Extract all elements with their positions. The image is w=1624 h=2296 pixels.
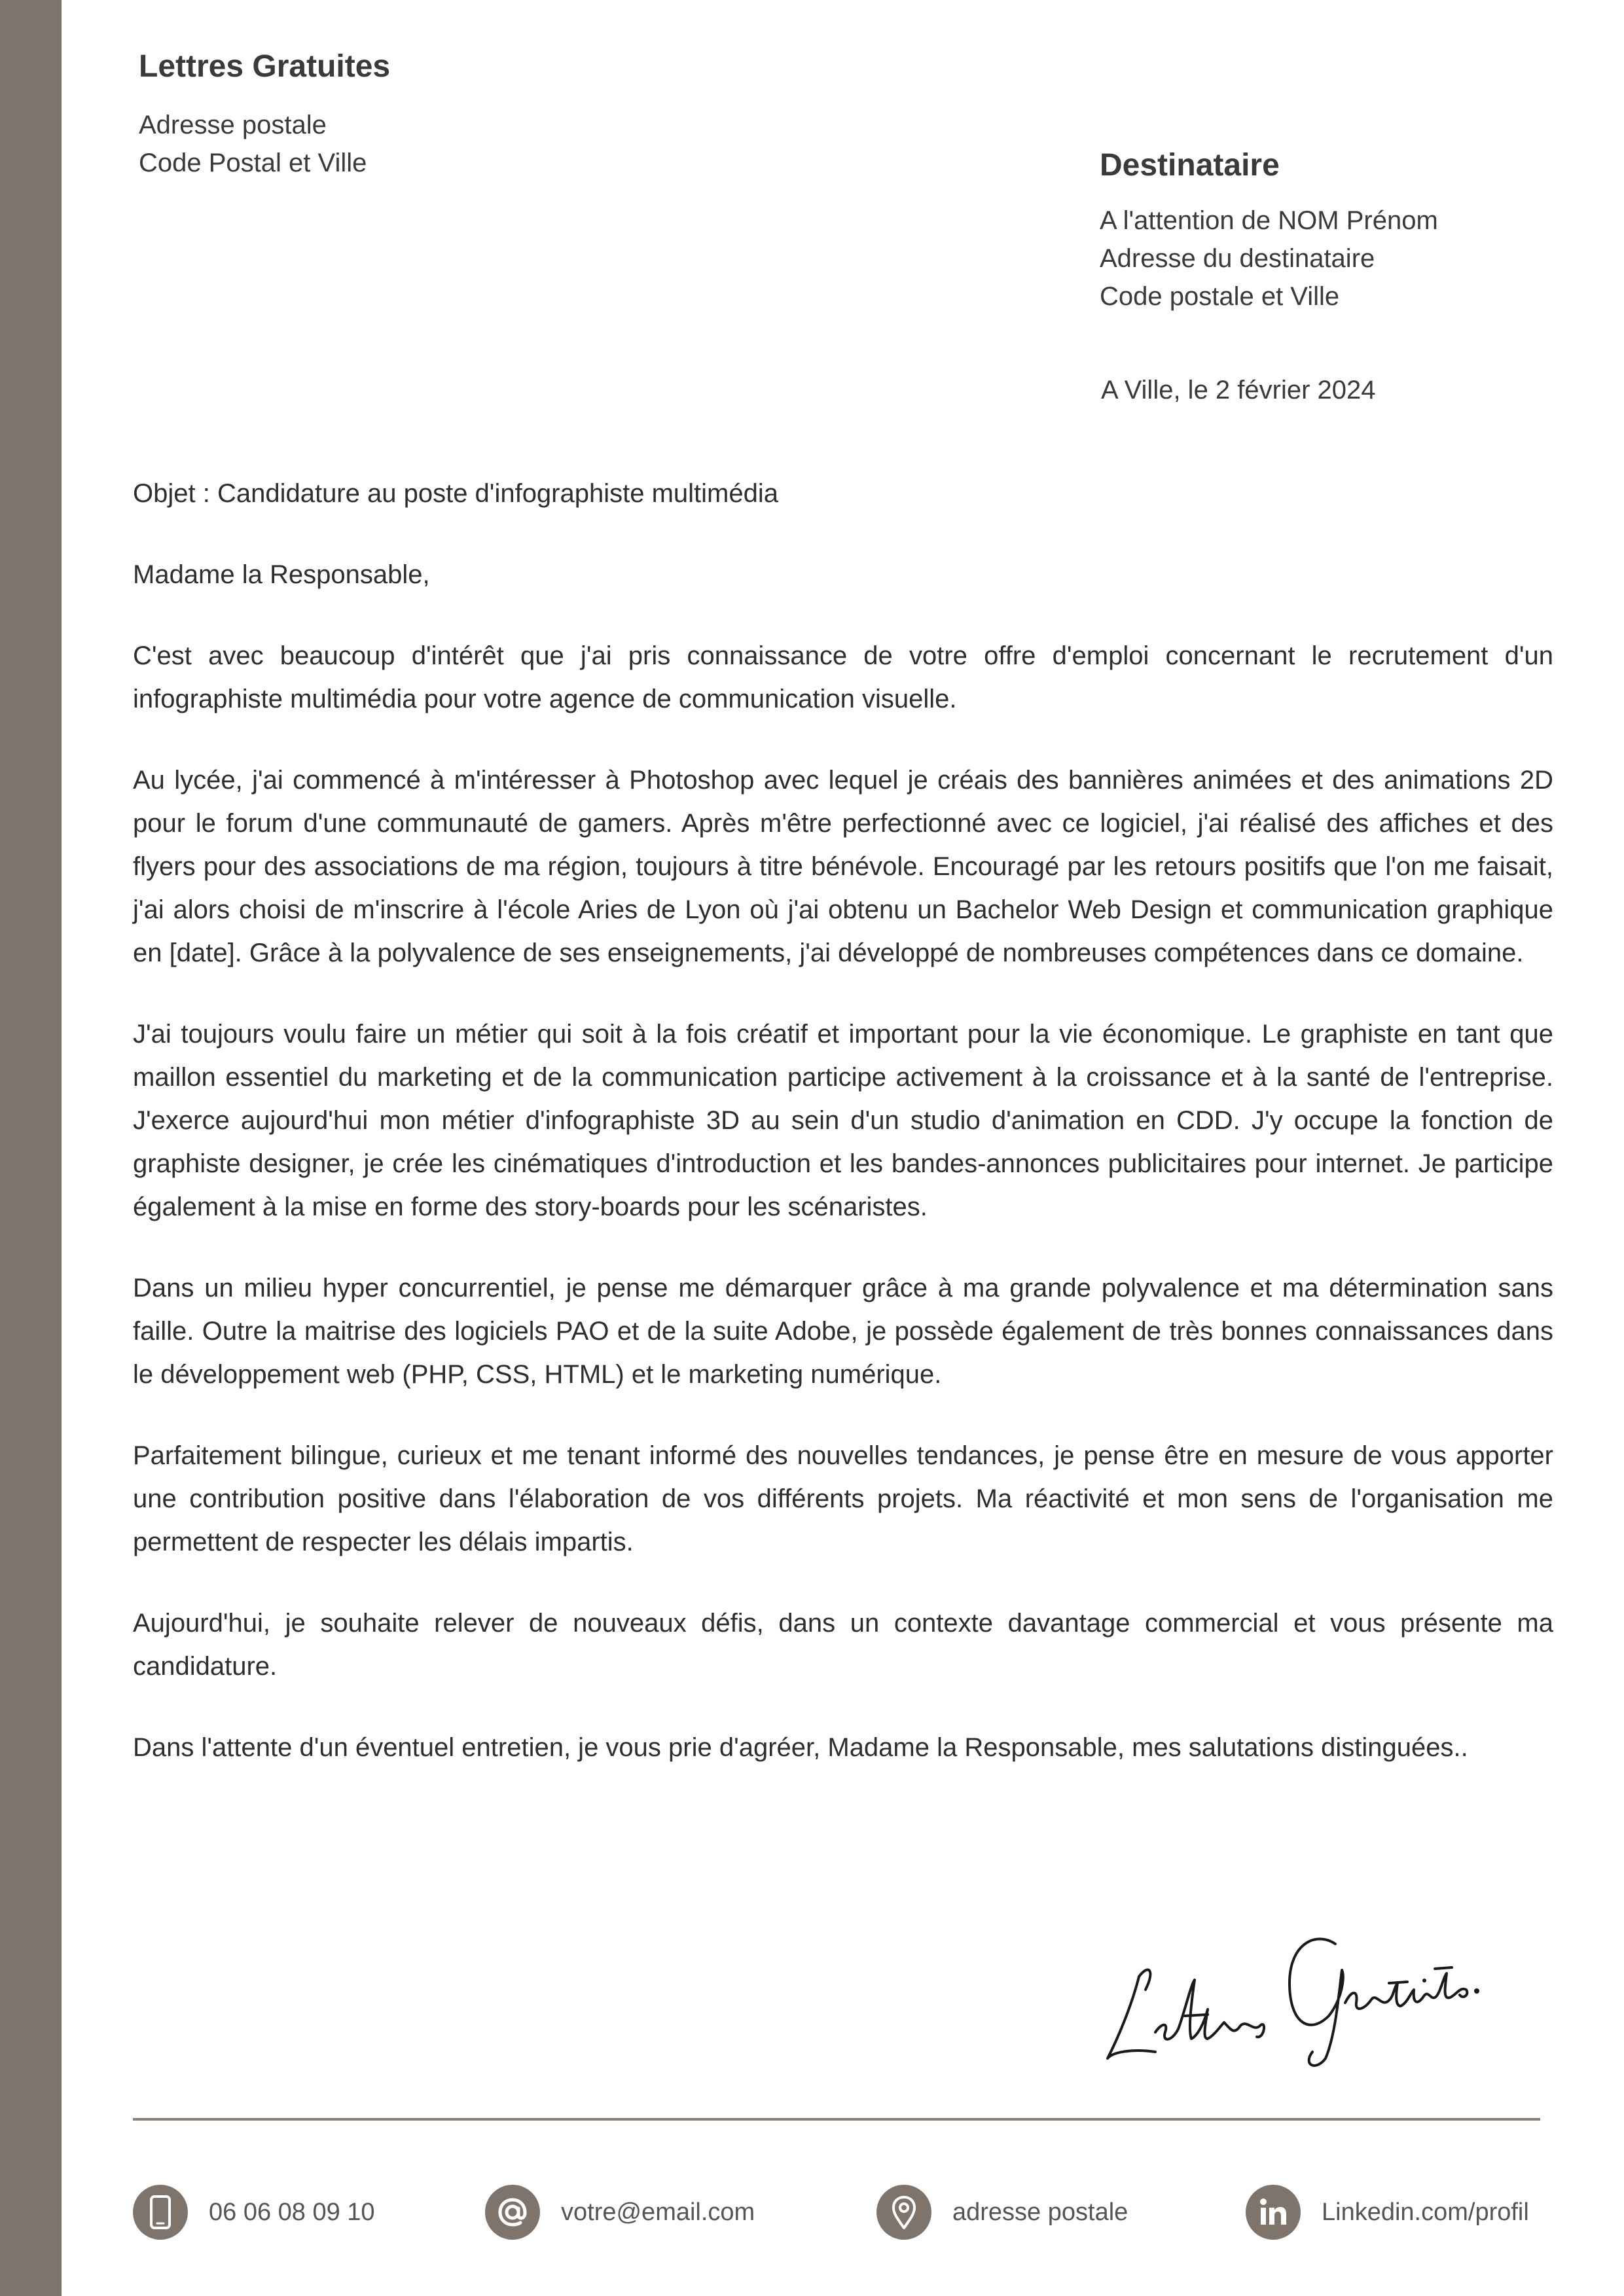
sender-block — [139, 45, 390, 182]
sender-city: Code Postal et Ville — [139, 149, 367, 177]
recipient-address: Adresse du destinataire — [1100, 244, 1375, 273]
footer-phone-text[interactable]: 06 06 08 09 10 — [209, 2198, 375, 2226]
recipient-title: Destinataire — [1100, 148, 1280, 183]
footer-linkedin-text[interactable]: Linkedin.com/profil — [1322, 2198, 1529, 2226]
letter-closing: Dans l'attente d'un éventuel entretien, je vous prie d'agréer, Madame la Responsable, mes salutations distinguées.. — [133, 1733, 1468, 1762]
left-accent-bar — [0, 0, 62, 2296]
handwritten-signature — [1093, 1918, 1486, 2075]
recipient-city: Code postale et Ville — [1100, 282, 1340, 311]
letter-paragraph: Aujourd'hui, je souhaite relever de nouveaux défis, dans un contexte davantage commercial et vous présente ma candidature. — [133, 1609, 1553, 1681]
letter-paragraph: J'ai toujours voulu faire un métier qui soit à la fois créatif et important pour la vie économique. Le graphiste en tant que maillon essentiel du marketing et de la communication participe activement à la croissance et à la santé de l'entreprise. J'exerce aujourd'hui mon métier d'infographiste 3D au sein d'un studio d'animation en CDD. J'y occupe la fonction de graphiste designer, je crée les cinématiques d'introduction et les bandes-annonces publicitaires pour internet. Je participe également à la mise en forme des story-boards pour les scénaristes. — [133, 1020, 1553, 1221]
sender-address: Adresse postale — [139, 111, 327, 139]
footer-divider — [133, 2118, 1540, 2121]
footer-address-text: adresse postale — [952, 2198, 1128, 2226]
location-pin-icon — [876, 2185, 931, 2240]
letter-date: A Ville, le 2 février 2024 — [1101, 376, 1376, 404]
letter-object: Objet : Candidature au poste d'infographiste multimédia — [133, 479, 778, 508]
letter-paragraph: Au lycée, j'ai commencé à m'intéresser à Photoshop avec lequel je créais des bannières animées et des animations 2D pour le forum d'une communauté de gamers. Après m'être perfectionné avec ce logiciel, j'ai réalisé des affiches et des flyers pour des associations de ma région, toujours à titre bénévole. Encouragé par les retours positifs que l'on me faisait, j'ai alors choisi de m'inscrire à l'école Aries de Lyon où j'ai obtenu un Bachelor Web Design et communication graphique en [date]. Grâce à la polyvalence de ses enseignements, j'ai développé de nombreuses compétences dans ce domaine. — [133, 766, 1553, 967]
letter-paragraph: Parfaitement bilingue, curieux et me tenant informé des nouvelles tendances, je pense être en mesure de vous apporter une contribution positive dans l'élaboration de vos différents projets. Ma réactivité et mon sens de l'organisation me permettent de respecter les délais impartis. — [133, 1441, 1553, 1556]
footer-linkedin — [1246, 2179, 1529, 2245]
recipient-block — [1100, 143, 1571, 315]
phone-icon — [133, 2185, 188, 2240]
footer-email — [485, 2179, 755, 2245]
footer-email-text[interactable]: votre@email.com — [561, 2198, 755, 2226]
at-sign-icon — [485, 2185, 540, 2240]
letter-paragraph: C'est avec beaucoup d'intérêt que j'ai pris connaissance de votre offre d'emploi concernant le recrutement d'un infographiste multimédia pour votre agence de communication visuelle. — [133, 641, 1553, 713]
recipient-attention: A l'attention de NOM Prénom — [1100, 206, 1438, 235]
letter-body — [133, 472, 1553, 1807]
linkedin-icon — [1246, 2185, 1301, 2240]
letter-salutation: Madame la Responsable, — [133, 560, 430, 589]
contact-footer — [0, 2179, 1624, 2245]
sender-name: Lettres Gratuites — [139, 49, 391, 84]
letter-paragraph: Dans un milieu hyper concurrentiel, je pense me démarquer grâce à ma grande polyvalence et ma détermination sans faille. Outre la maitrise des logiciels PAO et de la suite Adobe, je possède également de très bonnes connaissances dans le développement web (PHP, CSS, HTML) et le marketing numérique. — [133, 1274, 1553, 1389]
footer-address — [876, 2179, 1128, 2245]
footer-phone — [133, 2179, 375, 2245]
